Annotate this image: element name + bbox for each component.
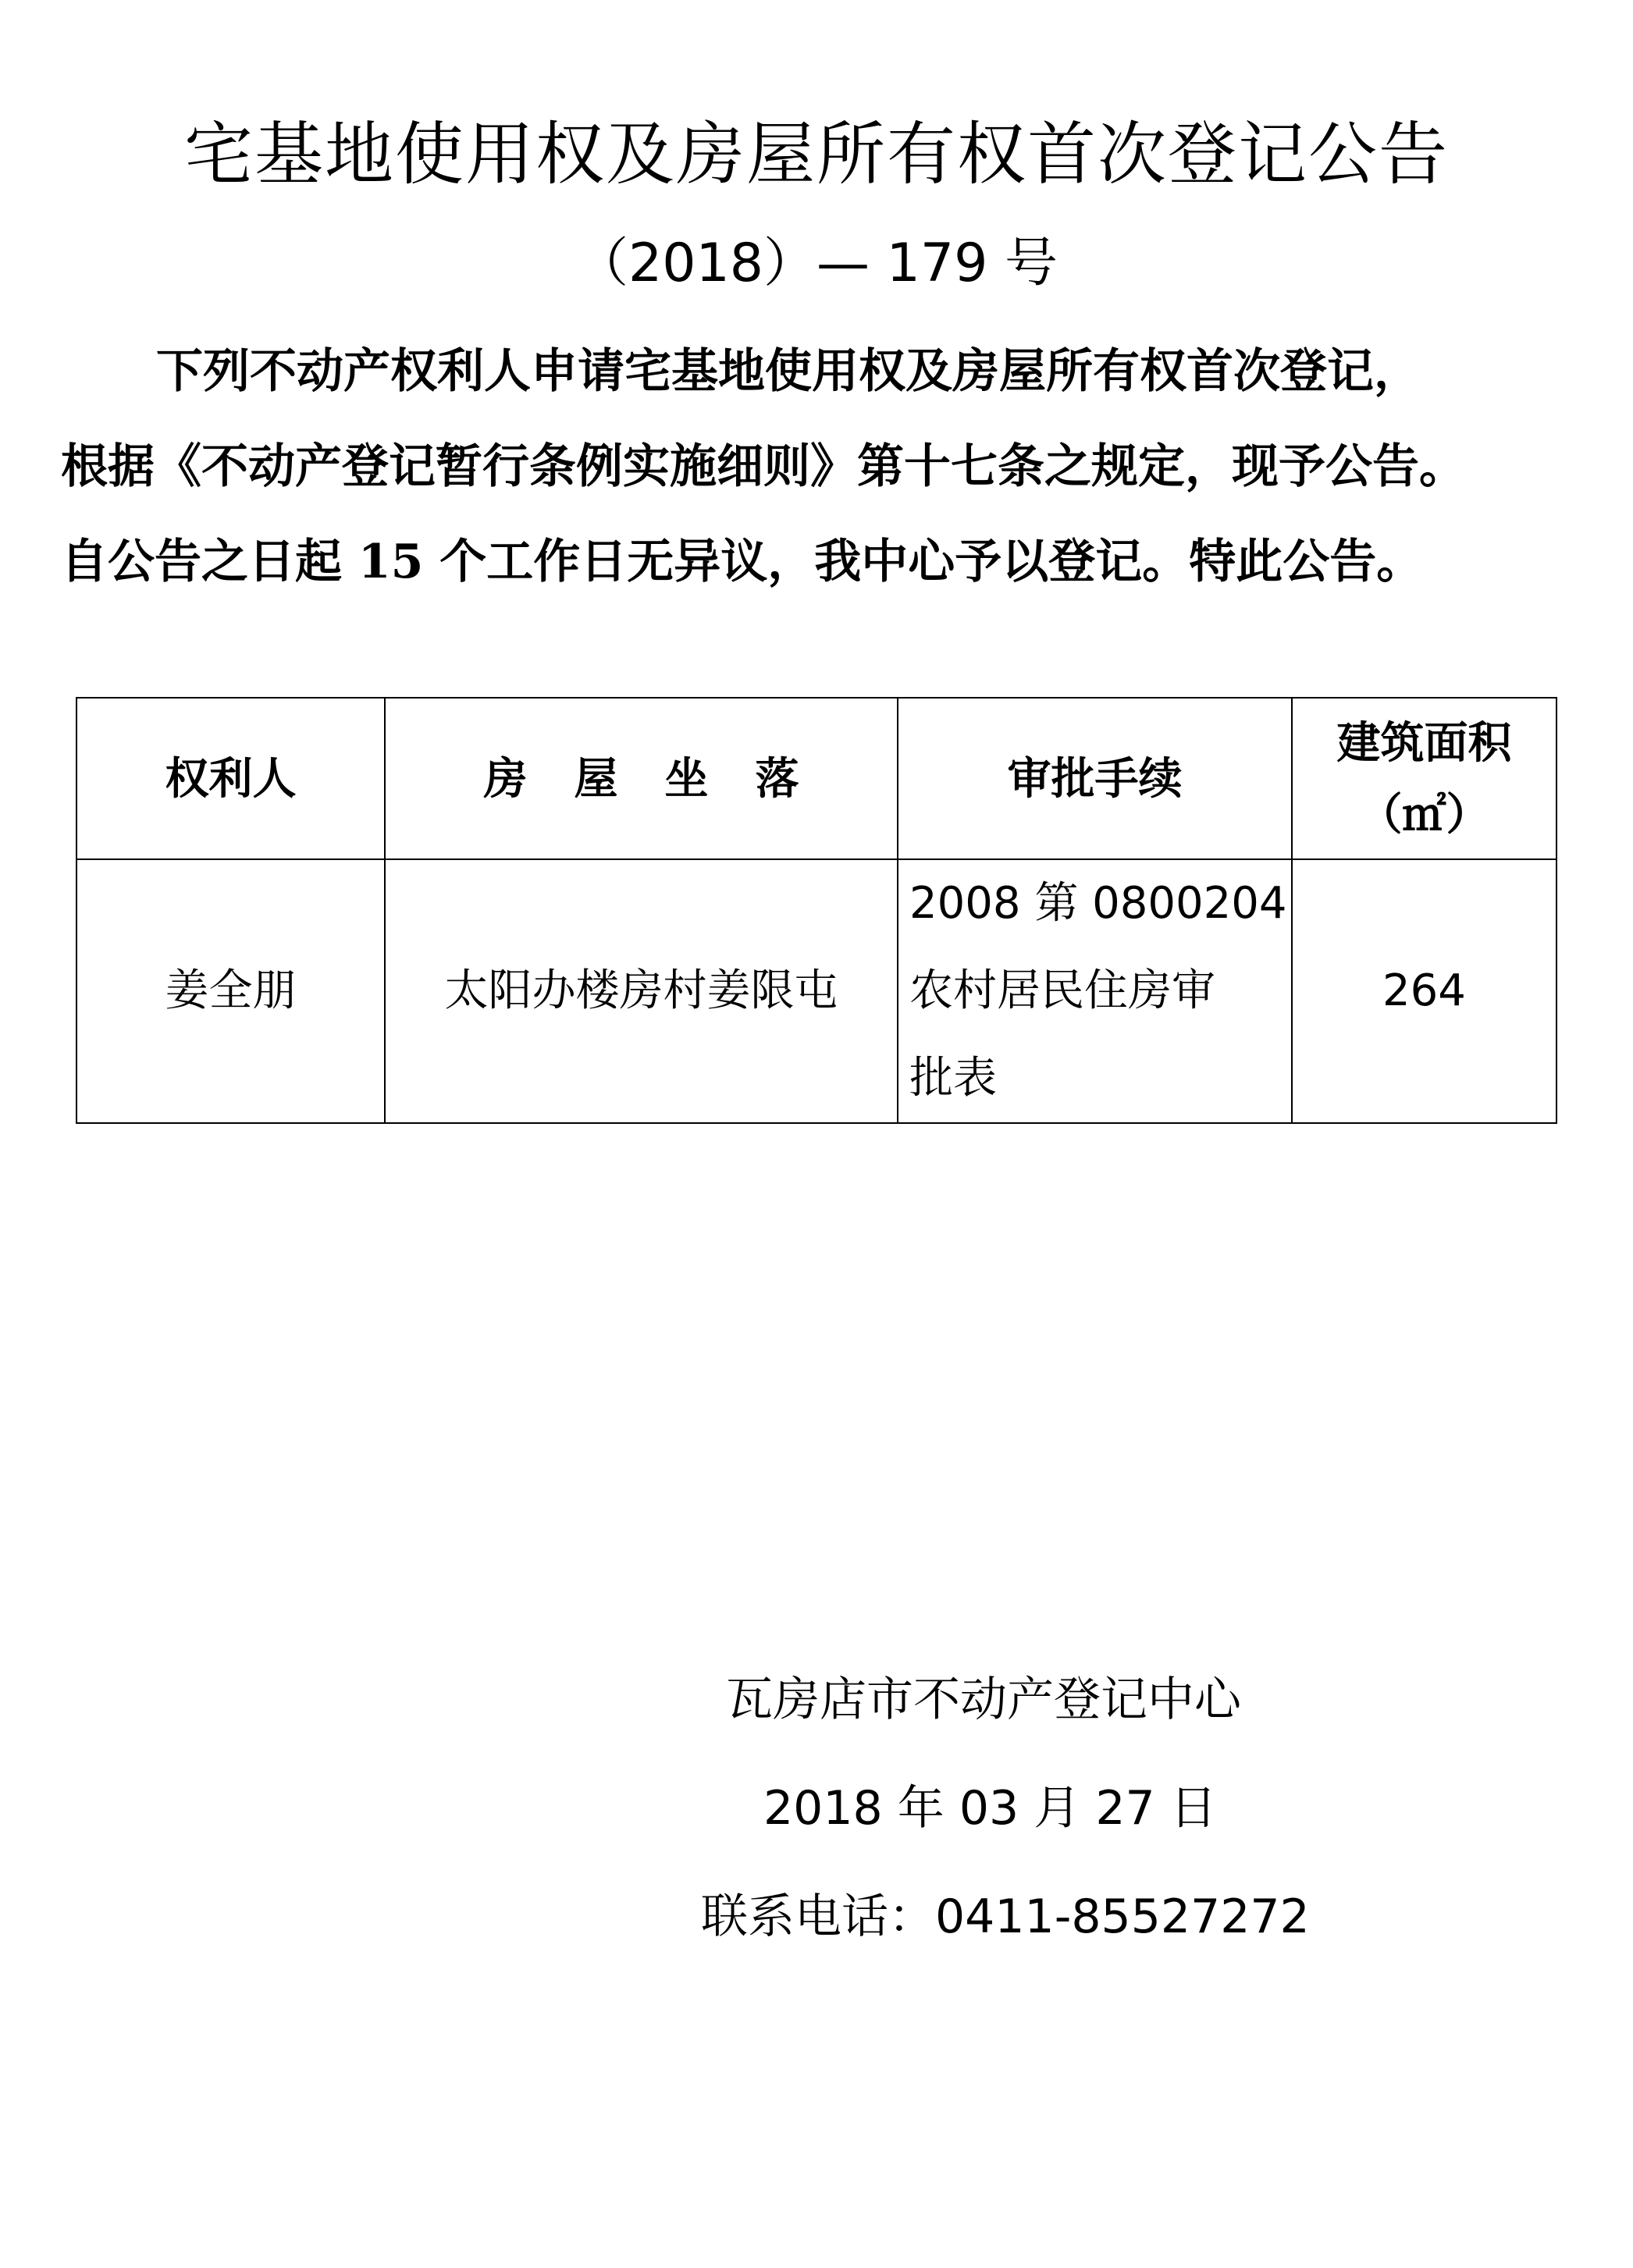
table-row [76,859,1557,1123]
registration-table [76,697,1557,1124]
header-area-unit: （㎡） [1358,788,1490,841]
body-line-3: 自公告之日起 15 个工作日无异议，我中心予以登记。特此公告。 [61,535,1424,589]
header-area [1292,698,1557,859]
approval-line-2: 农村居民住房审 [909,965,1215,1016]
cell-owner: 姜全朋 [76,859,385,1123]
approval-line-1: 2008 第 0800204 [909,878,1287,929]
notice-title: 宅基地使用权及房屋所有权首次登记公告 [183,114,1449,194]
header-area-label: 建筑面积 [1336,716,1512,769]
issuing-organization: 瓦房店市不动产登记中心 [726,1673,1241,1727]
cell-location: 太阳办楼房村姜限屯 [385,859,898,1123]
document-number: （2018）— 179 号 [575,233,1058,294]
body-line-2: 根据《不动产登记暂行条例实施细则》第十七条之规定，现予公告。 [61,439,1466,494]
header-location-label: 房屋坐落 [483,752,846,805]
approval-line-3: 批表 [909,1053,997,1104]
issue-date: 2018 年 03 月 27 日 [763,1781,1217,1836]
header-location [385,698,898,859]
contact-phone: 联系电话：0411-85527272 [701,1889,1310,1944]
cell-approval [898,859,1292,1123]
cell-area: 264 [1292,859,1557,1123]
table-header-row [76,698,1557,859]
body-line-1: 下列不动产权利人申请宅基地使用权及房屋所有权首次登记， [156,344,1421,399]
header-owner: 权利人 [76,698,385,859]
notice-body [61,324,1583,610]
header-approval: 审批手续 [898,698,1292,859]
